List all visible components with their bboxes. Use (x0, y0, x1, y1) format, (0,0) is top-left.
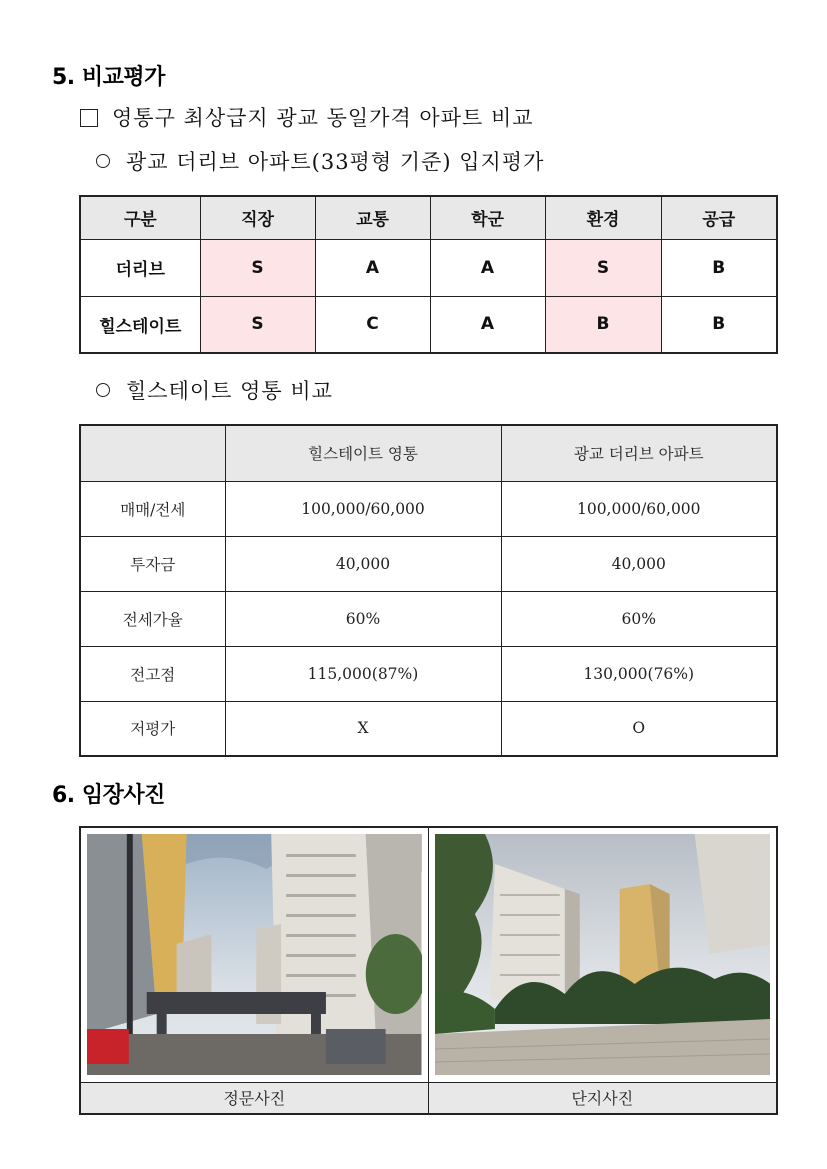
header-cell: 학군 (430, 196, 545, 239)
grade-cell: S (545, 239, 661, 296)
location-evaluation-title (96, 146, 544, 176)
value-cell: X (225, 701, 501, 756)
grade-cell: A (430, 296, 545, 353)
value-cell: 100,000/60,000 (225, 481, 501, 536)
value-cell: O (501, 701, 777, 756)
comparison-title-text: 힐스테이트 영통 비교 (126, 379, 333, 403)
location-evaluation-table (79, 195, 778, 354)
table-row (80, 239, 777, 296)
complex-photo (435, 834, 771, 1075)
value-cell: 130,000(76%) (501, 646, 777, 701)
header-cell: 공급 (661, 196, 777, 239)
table-row (80, 536, 777, 591)
row-label: 힐스테이트 (80, 296, 200, 353)
photo-caption: 정문사진 (80, 1082, 428, 1114)
grade-cell: C (315, 296, 430, 353)
section-5-heading: 5. 비교평가 (52, 65, 165, 90)
value-cell: 100,000/60,000 (501, 481, 777, 536)
location-evaluation-text: 광교 더리브 아파트(33평형 기준) 입지평가 (126, 150, 545, 174)
row-label: 매매/전세 (80, 481, 225, 536)
header-cell: 힐스테이트 영통 (225, 425, 501, 481)
table-row (80, 701, 777, 756)
table-row (80, 296, 777, 353)
table-row (80, 646, 777, 701)
grade-cell: A (315, 239, 430, 296)
value-cell: 60% (501, 591, 777, 646)
subtitle-text: 영통구 최상급지 광교 동일가격 아파트 비교 (112, 106, 534, 130)
main-gate-photo (87, 834, 422, 1075)
row-label: 투자금 (80, 536, 225, 591)
grade-cell: B (661, 296, 777, 353)
table-header-row (80, 425, 777, 481)
header-cell: 직장 (200, 196, 315, 239)
grade-cell: S (200, 296, 315, 353)
table-row (80, 481, 777, 536)
header-cell: 교통 (315, 196, 430, 239)
grade-cell: B (545, 296, 661, 353)
header-cell: 환경 (545, 196, 661, 239)
header-cell-empty (80, 425, 225, 481)
value-cell: 40,000 (501, 536, 777, 591)
grade-cell: S (200, 239, 315, 296)
price-comparison-table (79, 424, 778, 757)
row-label: 전세가율 (80, 591, 225, 646)
value-cell: 60% (225, 591, 501, 646)
checkbox-square-icon (80, 109, 98, 127)
row-label: 더리브 (80, 239, 200, 296)
circle-bullet-icon (96, 383, 110, 397)
grade-cell: B (661, 239, 777, 296)
table-header-row (80, 196, 777, 239)
header-cell: 광교 더리브 아파트 (501, 425, 777, 481)
value-cell: 115,000(87%) (225, 646, 501, 701)
photo-caption: 단지사진 (428, 1082, 777, 1114)
main-gate-photo-cell (80, 827, 428, 1082)
value-cell: 40,000 (225, 536, 501, 591)
table-row (80, 591, 777, 646)
complex-photo-cell (428, 827, 777, 1082)
grade-cell: A (430, 239, 545, 296)
row-label: 저평가 (80, 701, 225, 756)
row-label: 전고점 (80, 646, 225, 701)
circle-bullet-icon (96, 154, 110, 168)
section-5-subtitle (80, 102, 534, 132)
site-photos-table (79, 826, 778, 1115)
header-cell: 구분 (80, 196, 200, 239)
section-6-heading: 6. 임장사진 (52, 783, 165, 808)
comparison-title (96, 375, 333, 405)
